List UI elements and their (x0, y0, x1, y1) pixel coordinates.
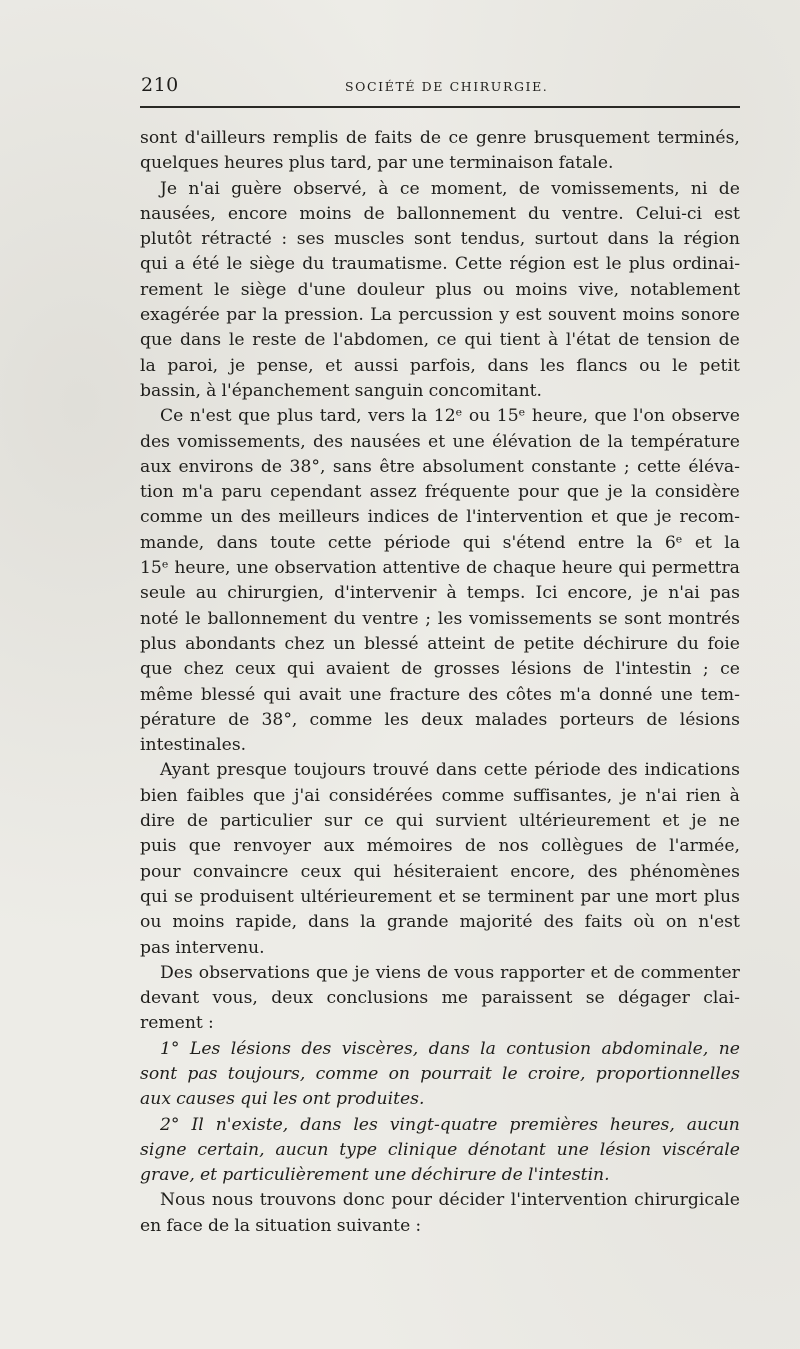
text-line: Ce n'est que plus tard, vers la 12ᵉ ou 15ᵉ heure, que l'on observe (160, 406, 740, 427)
header-rule (140, 106, 740, 108)
text-line: nausées, encore moins de ballonnement du ventre. Celui-ci est (140, 203, 740, 224)
text-line: qui a été le siège du traumatisme. Cette région est le plus ordinai- (140, 254, 740, 275)
text-line: 1° Les lésions des viscères, dans la contusion abdominale, ne (160, 1038, 740, 1059)
body-text (140, 126, 740, 1239)
page-number: 210 (141, 74, 179, 96)
text-line: comme un des meilleurs indices de l'intervention et que je recom- (140, 507, 740, 528)
text-line: plutôt rétracté : ses muscles sont tendus, surtout dans la région (140, 229, 740, 250)
text-line: qui se produisent ultérieurement et se terminent par une mort plus (140, 886, 740, 907)
text-line: des vomissements, des nausées et une élévation de la température (140, 431, 740, 452)
text-line: Nous nous trouvons donc pour décider l'intervention chirurgicale (160, 1190, 740, 1211)
text-line: pérature de 38°, comme les deux malades porteurs de lésions (140, 709, 740, 730)
text-line: Je n'ai guère observé, à ce moment, de vomissements, ni de (160, 178, 740, 199)
text-line: Ayant presque toujours trouvé dans cette période des indications (160, 760, 740, 781)
text-line: devant vous, deux conclusions me paraissent se dégager clai- (140, 988, 740, 1009)
text-line: que chez ceux qui avaient de grosses lésions de l'intestin ; ce (140, 659, 740, 680)
text-line: ou moins rapide, dans la grande majorité des faits où on n'est (140, 912, 740, 933)
text-line: noté le ballonnement du ventre ; les vomissements se sont montrés (140, 608, 740, 629)
text-line: 15ᵉ heure, une observation attentive de chaque heure qui permettra (140, 558, 740, 579)
text-line: que dans le reste de l'abdomen, ce qui tient à l'état de tension de (140, 330, 740, 351)
text-line: pas intervenu. (140, 937, 265, 958)
text-line: sont pas toujours, comme on pourrait le croire, proportionnelles (140, 1063, 740, 1084)
text-line: exagérée par la pression. La percussion y est souvent moins sonore (140, 305, 740, 326)
running-title: SOCIÉTÉ DE CHIRURGIE. (345, 79, 549, 94)
text-line: en face de la situation suivante : (140, 1215, 422, 1236)
page-header (139, 74, 740, 100)
text-line: aux causes qui les ont produites. (140, 1089, 425, 1110)
text-line: puis que renvoyer aux mémoires de nos collègues de l'armée, (140, 836, 740, 857)
text-line: la paroi, je pense, et aussi parfois, dans les flancs ou le petit (140, 355, 740, 376)
text-line: dire de particulier sur ce qui survient ultérieurement et je ne (140, 811, 740, 832)
text-line: intestinales. (140, 735, 247, 756)
text-line: rement : (140, 1013, 214, 1034)
text-line: tion m'a paru cependant assez fréquente pour que je la considère (140, 482, 740, 503)
text-line: bassin, à l'épanchement sanguin concomitant. (140, 380, 543, 401)
text-line: grave, et particulièrement une déchirure de l'intestin. (140, 1165, 610, 1186)
text-line: rement le siège d'une douleur plus ou moins vive, notablement (140, 279, 740, 300)
text-line: seule au chirurgien, d'intervenir à temps. Ici encore, je n'ai pas (140, 583, 740, 604)
text-line: bien faibles que j'ai considérées comme suffisantes, je n'ai rien à (140, 785, 740, 806)
text-line: plus abondants chez un blessé atteint de petite déchirure du foie (140, 633, 740, 654)
text-line: 2° Il n'existe, dans les vingt-quatre premières heures, aucun (160, 1114, 740, 1135)
text-line: signe certain, aucun type clinique dénotant une lésion viscérale (140, 1139, 740, 1160)
text-line: quelques heures plus tard, par une terminaison fatale. (140, 153, 614, 174)
text-line: sont d'ailleurs remplis de faits de ce genre brusquement terminés, (140, 128, 740, 148)
text-line: aux environs de 38°, sans être absolument constante ; cette éléva- (140, 456, 740, 477)
text-line: même blessé qui avait une fracture des côtes m'a donné une tem- (140, 684, 740, 705)
text-line: Des observations que je viens de vous rapporter et de commenter (160, 962, 740, 983)
text-line: pour convaincre ceux qui hésiteraient encore, des phénomènes (140, 861, 740, 882)
text-line: mande, dans toute cette période qui s'étend entre la 6ᵉ et la (140, 532, 740, 553)
